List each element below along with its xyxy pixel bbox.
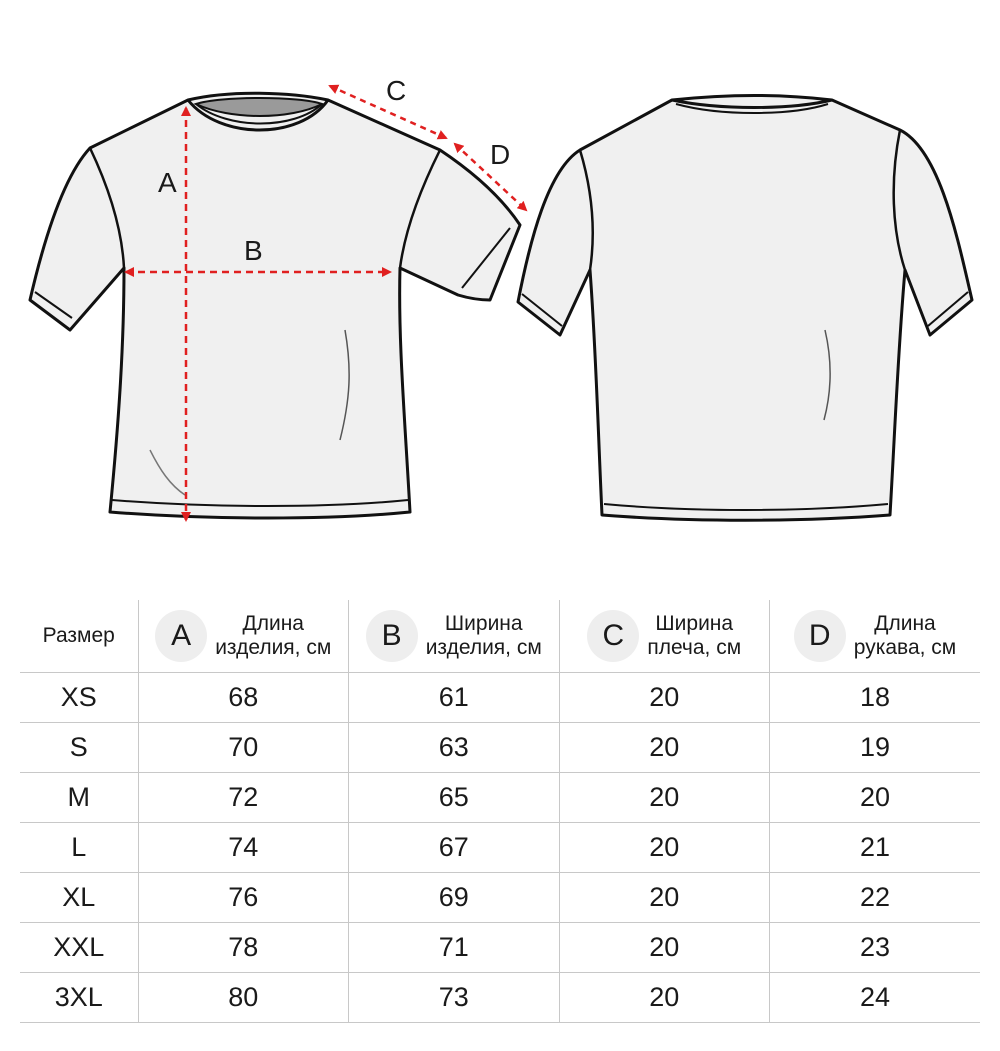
table-row xyxy=(20,823,980,873)
sleeve-cell: 22 xyxy=(770,873,981,923)
length-cell: 72 xyxy=(138,773,349,823)
letter-d-badge: D xyxy=(794,610,846,662)
size-chart-table xyxy=(20,600,980,1023)
column-header-c-line1: Ширина xyxy=(655,612,734,635)
letter-a-badge: A xyxy=(155,610,207,662)
shoulder-cell: 20 xyxy=(559,723,770,773)
width-cell: 61 xyxy=(349,673,560,723)
column-header-d-line2: рукава, см xyxy=(853,636,957,659)
length-cell: 68 xyxy=(138,673,349,723)
column-header-b xyxy=(349,600,560,673)
table-row xyxy=(20,673,980,723)
shoulder-cell: 20 xyxy=(559,873,770,923)
sleeve-cell: 18 xyxy=(770,673,981,723)
column-header-d xyxy=(770,600,981,673)
shoulder-cell: 20 xyxy=(559,823,770,873)
measure-d-label: D xyxy=(490,139,511,170)
column-header-a-line2: изделия, см xyxy=(215,636,332,659)
length-cell: 78 xyxy=(138,923,349,973)
sleeve-cell: 19 xyxy=(770,723,981,773)
column-header-d-line1: Длина xyxy=(874,612,936,635)
column-header-c-line2: плеча, см xyxy=(647,636,742,659)
sleeve-cell: 24 xyxy=(770,973,981,1023)
size-cell: 3XL xyxy=(20,973,138,1023)
letter-b-badge: B xyxy=(366,610,418,662)
shoulder-cell: 20 xyxy=(559,923,770,973)
length-cell: 80 xyxy=(138,973,349,1023)
width-cell: 63 xyxy=(349,723,560,773)
tshirt-back-icon xyxy=(518,96,972,521)
column-header-b-line1: Ширина xyxy=(444,612,523,635)
column-header-a xyxy=(138,600,349,673)
size-cell: M xyxy=(20,773,138,823)
sleeve-cell: 23 xyxy=(770,923,981,973)
table-row xyxy=(20,873,980,923)
table-row xyxy=(20,723,980,773)
measure-b-label: B xyxy=(244,235,263,266)
size-cell: XS xyxy=(20,673,138,723)
size-column-header: Размер xyxy=(20,600,138,673)
measure-a-label: A xyxy=(158,167,177,198)
measure-c-label: C xyxy=(386,75,407,106)
size-cell: S xyxy=(20,723,138,773)
size-cell: XL xyxy=(20,873,138,923)
sleeve-cell: 20 xyxy=(770,773,981,823)
width-cell: 67 xyxy=(349,823,560,873)
column-header-c xyxy=(559,600,770,673)
table-header-row xyxy=(20,600,980,673)
tshirt-front-icon xyxy=(30,93,520,518)
width-cell: 69 xyxy=(349,873,560,923)
table-row xyxy=(20,773,980,823)
column-header-b-line2: изделия, см xyxy=(425,636,542,659)
width-cell: 65 xyxy=(349,773,560,823)
shoulder-cell: 20 xyxy=(559,673,770,723)
size-cell: L xyxy=(20,823,138,873)
letter-c-badge: C xyxy=(587,610,639,662)
size-cell: XXL xyxy=(20,923,138,973)
sleeve-cell: 21 xyxy=(770,823,981,873)
width-cell: 73 xyxy=(349,973,560,1023)
column-header-a-line1: Длина xyxy=(242,612,304,635)
length-cell: 76 xyxy=(138,873,349,923)
shoulder-cell: 20 xyxy=(559,973,770,1023)
table-row xyxy=(20,973,980,1023)
length-cell: 74 xyxy=(138,823,349,873)
table-row xyxy=(20,923,980,973)
shoulder-cell: 20 xyxy=(559,773,770,823)
width-cell: 71 xyxy=(349,923,560,973)
length-cell: 70 xyxy=(138,723,349,773)
